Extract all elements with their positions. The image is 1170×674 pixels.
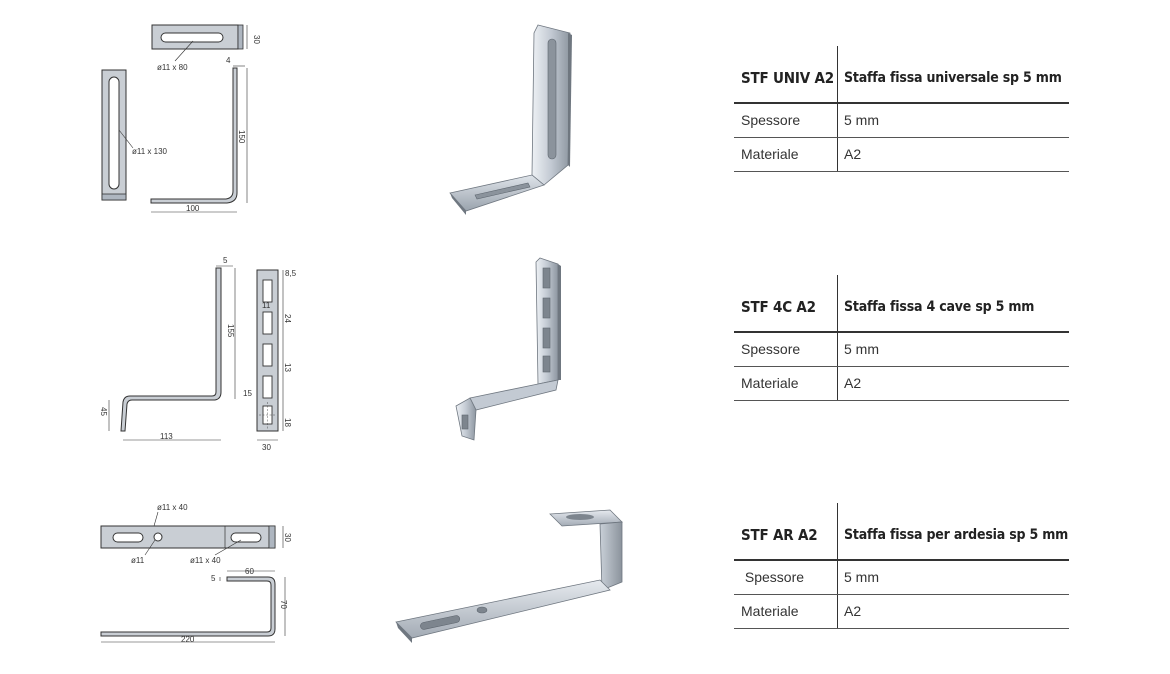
ar-slot-right [231, 533, 261, 542]
ar-profile [101, 577, 275, 636]
4c-slot-4 [263, 376, 272, 398]
univ-profile [151, 68, 237, 203]
spec-label: Materiale [741, 603, 799, 619]
product-code: STF UNIV A2 [741, 69, 834, 87]
univ-dim-100: 100 [186, 204, 200, 213]
spec-row [734, 138, 1069, 172]
4c-profile [121, 268, 221, 431]
product-code: STF 4C A2 [741, 298, 816, 316]
spec-value: 5 mm [844, 112, 879, 128]
spec-value: A2 [844, 375, 862, 391]
product-description: Staffa fissa per ardesia sp 5 mm [844, 527, 1069, 543]
spec-table-4c [734, 287, 1069, 401]
spec-header [734, 58, 1069, 104]
univ-side-slot [109, 77, 119, 189]
product-description: Staffa fissa universale sp 5 mm [844, 70, 1062, 86]
render-4c [440, 250, 590, 450]
4c-dim-18: 18 [283, 418, 292, 427]
spec-value: 5 mm [844, 341, 879, 357]
4c-dim-5: 5 [223, 256, 228, 265]
ar-slot-left [113, 533, 143, 542]
ar-dim-70: 70 [279, 600, 288, 609]
spec-value: A2 [844, 146, 862, 162]
4c-slot-3 [263, 344, 272, 366]
ar-dim-220: 220 [181, 635, 195, 644]
univ-dim-30: 30 [252, 35, 261, 44]
spec-label: Spessore [741, 341, 801, 357]
ar-slot-right-label: ø11 x 40 [190, 556, 221, 565]
render-ar [390, 500, 630, 650]
4c-dim-45: 45 [99, 407, 108, 416]
4c-dim-113: 113 [160, 432, 173, 441]
spec-table-ar [734, 515, 1069, 629]
ar-dim-5: 5 [211, 574, 216, 583]
spec-header [734, 287, 1069, 333]
ar-dim-30: 30 [283, 533, 292, 542]
spec-row [734, 367, 1069, 401]
ar-hole [154, 533, 162, 541]
ar-slot-top-label: ø11 x 40 [157, 503, 188, 512]
spec-row [734, 561, 1069, 595]
spec-header [734, 515, 1069, 561]
spec-label: Materiale [741, 375, 799, 391]
univ-top-slot [161, 33, 223, 42]
drawing-4c [95, 252, 305, 457]
4c-dim-13: 13 [283, 363, 292, 372]
spec-row [734, 333, 1069, 367]
4c-dim-11: 11 [262, 301, 271, 310]
4c-slot-1 [263, 280, 272, 302]
univ-dim-4: 4 [226, 56, 231, 65]
4c-dim-155: 155 [226, 324, 235, 338]
ar-hole-label: ø11 [131, 556, 145, 565]
4c-dim-30: 30 [262, 443, 271, 452]
4c-dim-8-5: 8,5 [285, 269, 297, 278]
spec-label: Spessore [741, 112, 801, 128]
spec-table-univ [734, 58, 1069, 172]
product-description: Staffa fissa 4 cave sp 5 mm [844, 299, 1035, 315]
spec-value: A2 [844, 603, 862, 619]
univ-slot-top-label: ø11 x 80 [157, 63, 188, 72]
product-code: STF AR A2 [741, 526, 818, 544]
ar-dim-60: 60 [245, 567, 254, 576]
render-univ [440, 15, 590, 220]
4c-dim-24: 24 [283, 314, 292, 323]
spec-row [734, 104, 1069, 138]
univ-slot-side-label: ø11 x 130 [132, 147, 167, 156]
4c-dim-15: 15 [243, 389, 252, 398]
drawing-ar [95, 500, 305, 655]
spec-label: Materiale [741, 146, 799, 162]
univ-dim-150: 150 [237, 130, 246, 144]
spec-row [734, 595, 1069, 629]
4c-slot-2 [263, 312, 272, 334]
spec-value: 5 mm [844, 569, 879, 585]
drawing-univ [95, 15, 270, 220]
spec-label: Spessore [741, 569, 805, 585]
